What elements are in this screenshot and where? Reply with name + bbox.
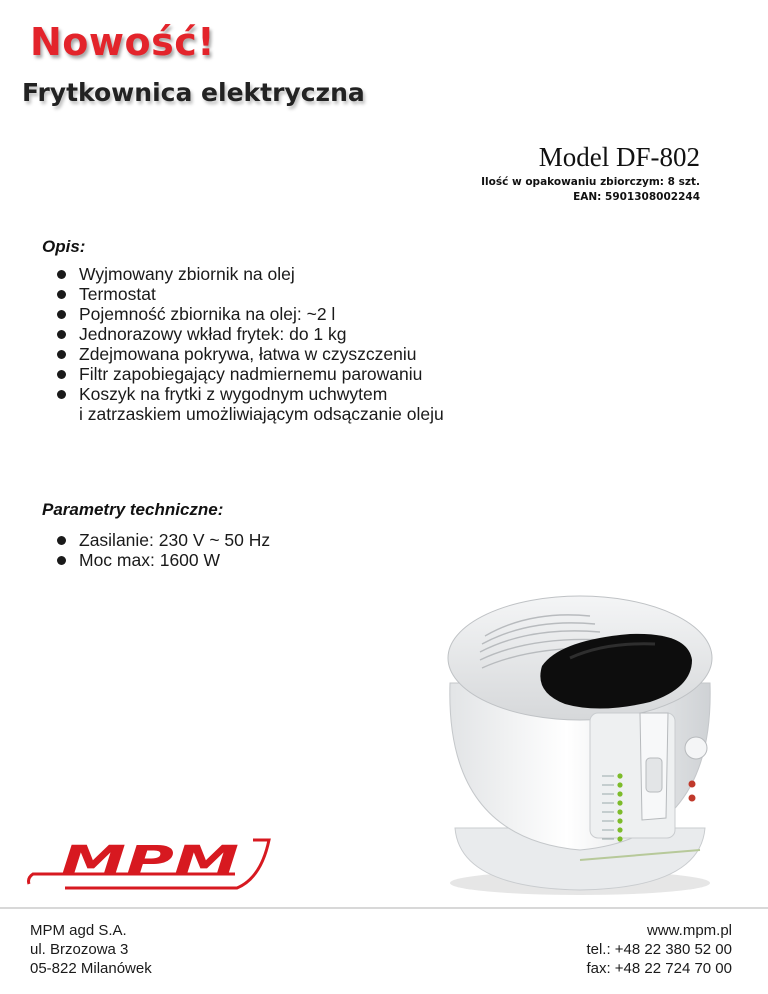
company-name: MPM agd S.A.	[30, 922, 127, 939]
bullet-icon	[57, 310, 66, 319]
city: 05-822 Milanówek	[30, 960, 152, 977]
description-title: Opis:	[42, 237, 86, 256]
bullet-icon	[57, 330, 66, 339]
pack-info	[481, 175, 700, 205]
specs-list	[55, 530, 270, 570]
pack-quantity: Ilość w opakowaniu zbiorczym: 8 szt.	[481, 176, 700, 188]
list-item-continuation: i zatrzaskiem umożliwiającym odsączanie oleju	[79, 404, 444, 424]
list-item: Pojemność zbiornika na olej: ~2 l	[55, 304, 444, 324]
bullet-icon	[57, 556, 66, 565]
headline: Nowość!	[30, 20, 216, 64]
phone: tel.: +48 22 380 52 00	[586, 941, 732, 958]
fax: fax: +48 22 724 70 00	[586, 960, 732, 977]
list-item: Jednorazowy wkład frytek: do 1 kg	[55, 324, 444, 344]
list-item: Koszyk na frytki z wygodnym uchwytem	[55, 384, 444, 404]
specs-title: Parametry techniczne:	[42, 500, 224, 519]
bullet-icon	[57, 350, 66, 359]
list-item: Moc max: 1600 W	[55, 550, 270, 570]
bullet-icon	[57, 390, 66, 399]
mpm-logo	[25, 838, 275, 894]
website-link[interactable]: www.mpm.pl	[646, 922, 732, 939]
bullet-icon	[57, 536, 66, 545]
logo-text: MPM	[61, 838, 239, 884]
company-address	[30, 921, 152, 978]
contact-info	[586, 921, 732, 978]
ean-code: EAN: 5901308002244	[573, 191, 700, 203]
bullet-icon	[57, 290, 66, 299]
list-item: Wyjmowany zbiornik na olej	[55, 264, 444, 284]
street: ul. Brzozowa 3	[30, 941, 129, 958]
list-item: Zasilanie: 230 V ~ 50 Hz	[55, 530, 270, 550]
list-item: Zdejmowana pokrywa, łatwa w czyszczeniu	[55, 344, 444, 364]
bullet-icon	[57, 270, 66, 279]
list-item: Filtr zapobiegający nadmiernemu parowaniu	[55, 364, 444, 384]
bullet-icon	[57, 370, 66, 379]
description-list	[55, 264, 444, 424]
footer-divider	[0, 907, 768, 909]
list-item: Termostat	[55, 284, 444, 304]
model-name: Model DF-802	[538, 142, 700, 172]
deep-fryer-image	[430, 588, 730, 900]
product-category-title: Frytkownica elektryczna	[22, 78, 365, 107]
